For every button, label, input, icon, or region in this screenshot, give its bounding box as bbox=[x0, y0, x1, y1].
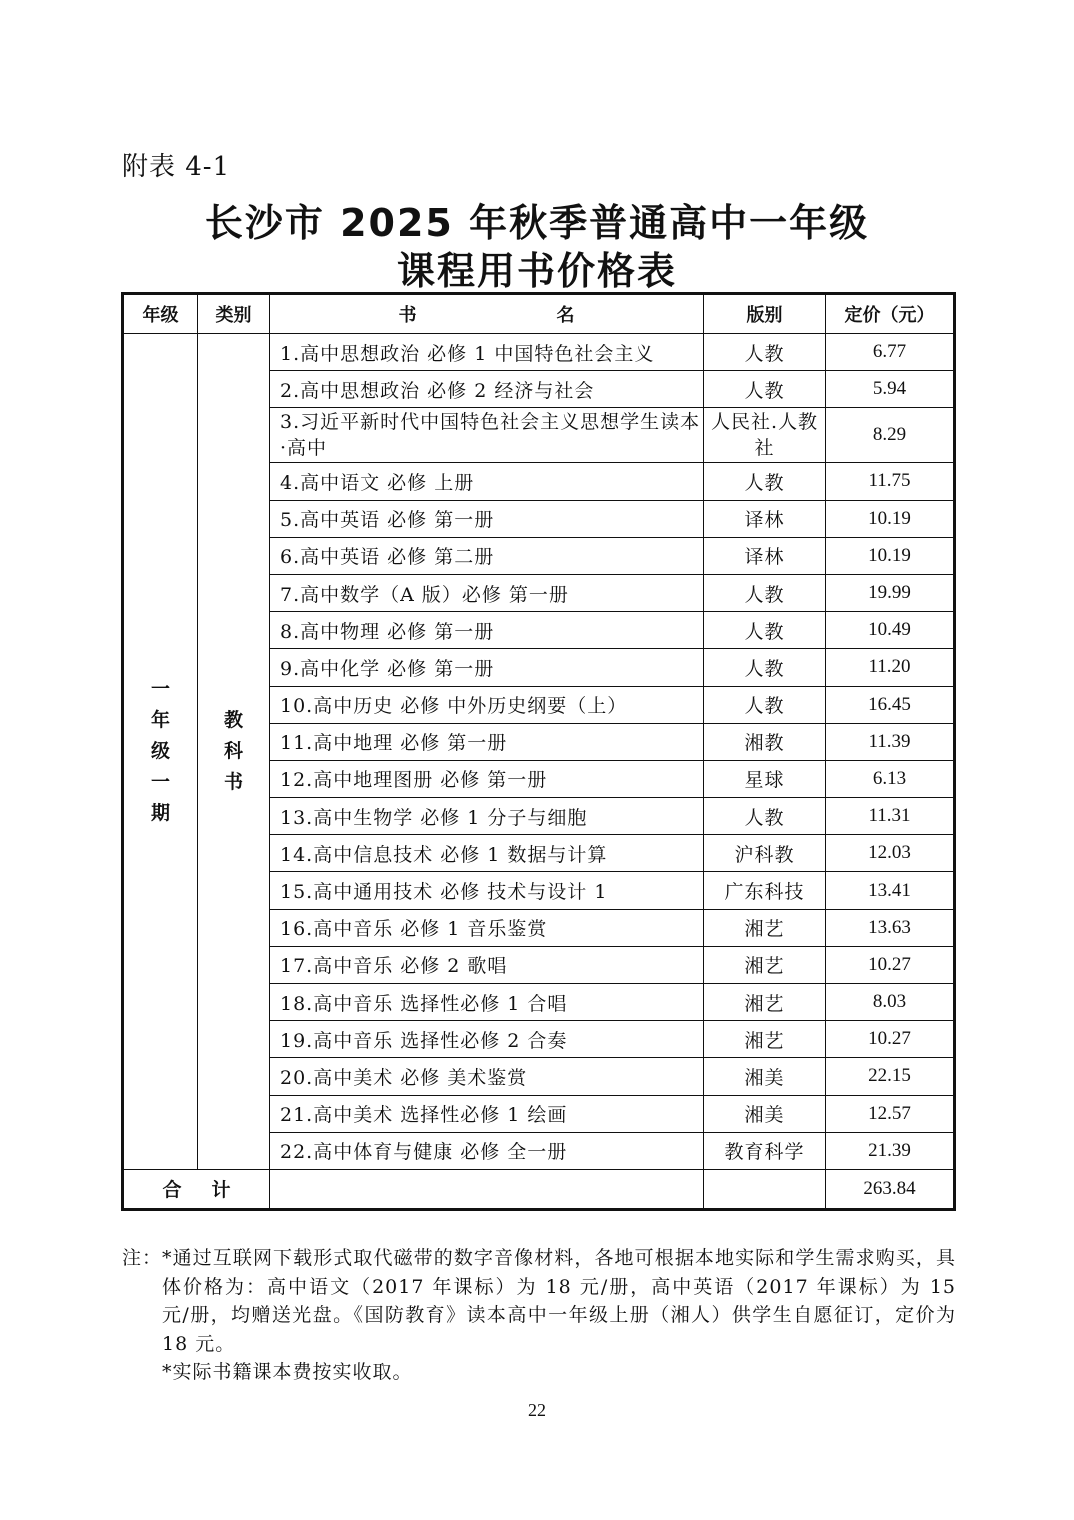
book-price: 12.57 bbox=[826, 1095, 955, 1132]
book-publisher: 湘艺 bbox=[704, 1021, 826, 1058]
book-price: 22.15 bbox=[826, 1058, 955, 1095]
grade-char: 年 bbox=[150, 708, 170, 731]
book-price: 8.03 bbox=[826, 984, 955, 1021]
category-cell bbox=[198, 334, 270, 1170]
header-book-name bbox=[270, 294, 704, 334]
book-name: 22.高中体育与健康 必修 全一册 bbox=[270, 1132, 704, 1169]
total-label: 合计 bbox=[123, 1169, 270, 1209]
book-name: 10.高中历史 必修 中外历史纲要（上） bbox=[270, 686, 704, 723]
book-publisher: 湘教 bbox=[704, 723, 826, 760]
book-price: 11.39 bbox=[826, 723, 955, 760]
book-name: 17.高中音乐 必修 2 歌唱 bbox=[270, 946, 704, 983]
book-name: 20.高中美术 必修 美术鉴赏 bbox=[270, 1058, 704, 1095]
book-name: 14.高中信息技术 必修 1 数据与计算 bbox=[270, 835, 704, 872]
book-name: 13.高中生物学 必修 1 分子与细胞 bbox=[270, 798, 704, 835]
book-name: 21.高中美术 选择性必修 1 绘画 bbox=[270, 1095, 704, 1132]
book-name: 11.高中地理 必修 第一册 bbox=[270, 723, 704, 760]
book-publisher: 湘美 bbox=[704, 1058, 826, 1095]
book-publisher: 广东科技 bbox=[704, 872, 826, 909]
book-name: 16.高中音乐 必修 1 音乐鉴赏 bbox=[270, 909, 704, 946]
book-publisher: 人教 bbox=[704, 371, 826, 408]
book-publisher: 人教 bbox=[704, 574, 826, 611]
note-2: *实际书籍课本费按实收取。 bbox=[162, 1361, 413, 1383]
book-price: 11.31 bbox=[826, 798, 955, 835]
appendix-label: 附表 4-1 bbox=[122, 152, 231, 182]
book-publisher: 湘美 bbox=[704, 1095, 826, 1132]
book-name: 15.高中通用技术 必修 技术与设计 1 bbox=[270, 872, 704, 909]
header-price: 定价（元） bbox=[826, 294, 955, 334]
book-publisher: 人教 bbox=[704, 463, 826, 500]
total-empty-publisher bbox=[704, 1169, 826, 1209]
grade-char: 一 bbox=[150, 770, 170, 793]
table-header-row bbox=[123, 294, 955, 334]
book-publisher: 湘艺 bbox=[704, 909, 826, 946]
grade-char: 级 bbox=[150, 739, 170, 762]
grade-cell bbox=[123, 334, 198, 1170]
book-name: 7.高中数学（A 版）必修 第一册 bbox=[270, 574, 704, 611]
book-price: 12.03 bbox=[826, 835, 955, 872]
book-price: 21.39 bbox=[826, 1132, 955, 1169]
note-row bbox=[122, 1244, 956, 1358]
book-name: 9.高中化学 必修 第一册 bbox=[270, 649, 704, 686]
book-publisher: 湘艺 bbox=[704, 984, 826, 1021]
page-number: 22 bbox=[528, 1400, 546, 1420]
book-name: 4.高中语文 必修 上册 bbox=[270, 463, 704, 500]
book-name: 18.高中音乐 选择性必修 1 合唱 bbox=[270, 984, 704, 1021]
category-char: 科 bbox=[223, 739, 243, 762]
header-name-a: 书 bbox=[398, 305, 417, 326]
header-name-b: 名 bbox=[556, 305, 575, 326]
grade-char: 期 bbox=[150, 801, 170, 824]
book-publisher: 教育科学 bbox=[704, 1132, 826, 1169]
notes bbox=[122, 1244, 956, 1387]
grade-char: 一 bbox=[150, 677, 170, 700]
book-name: 12.高中地理图册 必修 第一册 bbox=[270, 760, 704, 797]
book-price: 10.19 bbox=[826, 500, 955, 537]
book-publisher: 人教 bbox=[704, 334, 826, 371]
book-publisher: 星球 bbox=[704, 760, 826, 797]
book-price: 13.63 bbox=[826, 909, 955, 946]
book-price: 11.20 bbox=[826, 649, 955, 686]
total-empty-name bbox=[270, 1169, 704, 1209]
header-category: 类别 bbox=[198, 294, 270, 334]
book-publisher: 人教 bbox=[704, 612, 826, 649]
category-char: 教 bbox=[223, 708, 243, 731]
book-publisher: 人民社.人教社 bbox=[704, 408, 826, 463]
book-name: 3.习近平新时代中国特色社会主义思想学生读本·高中 bbox=[270, 408, 704, 463]
page-title-line1: 长沙市 2025 年秋季普通高中一年级 bbox=[204, 201, 870, 245]
book-name: 2.高中思想政治 必修 2 经济与社会 bbox=[270, 371, 704, 408]
header-grade: 年级 bbox=[123, 294, 198, 334]
book-price: 10.27 bbox=[826, 946, 955, 983]
book-price: 13.41 bbox=[826, 872, 955, 909]
book-price: 10.19 bbox=[826, 537, 955, 574]
book-price: 16.45 bbox=[826, 686, 955, 723]
table-body bbox=[123, 334, 955, 1210]
price-table bbox=[121, 292, 956, 1211]
book-price: 6.13 bbox=[826, 760, 955, 797]
book-name: 1.高中思想政治 必修 1 中国特色社会主义 bbox=[270, 334, 704, 371]
book-price: 19.99 bbox=[826, 574, 955, 611]
total-row bbox=[123, 1169, 955, 1209]
book-name: 6.高中英语 必修 第二册 bbox=[270, 537, 704, 574]
book-publisher: 译林 bbox=[704, 537, 826, 574]
book-price: 10.49 bbox=[826, 612, 955, 649]
header-publisher: 版别 bbox=[704, 294, 826, 334]
book-name: 19.高中音乐 选择性必修 2 合奏 bbox=[270, 1021, 704, 1058]
category-char: 书 bbox=[223, 770, 243, 793]
book-price: 11.75 bbox=[826, 463, 955, 500]
table-row bbox=[123, 334, 955, 371]
book-price: 5.94 bbox=[826, 371, 955, 408]
book-price: 8.29 bbox=[826, 408, 955, 463]
book-price: 6.77 bbox=[826, 334, 955, 371]
book-price: 10.27 bbox=[826, 1021, 955, 1058]
book-publisher: 译林 bbox=[704, 500, 826, 537]
note-1: *通过互联网下载形式取代磁带的数字音像材料，各地可根据本地实际和学生需求购买，具体价格为：高中语文（2017 年课标）为 18 元/册，高中英语（2017 年课标）为 15 元/册，均赠送光盘。《国防教育》读本高中一年级上册（湘人）供学生自愿征订，定价为 18 元。 bbox=[162, 1247, 956, 1355]
book-name: 5.高中英语 必修 第一册 bbox=[270, 500, 704, 537]
total-value: 263.84 bbox=[826, 1169, 955, 1209]
notes-label: 注： bbox=[122, 1247, 163, 1269]
book-publisher: 人教 bbox=[704, 798, 826, 835]
book-name: 8.高中物理 必修 第一册 bbox=[270, 612, 704, 649]
book-publisher: 人教 bbox=[704, 649, 826, 686]
page-title-line2: 课程用书价格表 bbox=[396, 249, 677, 293]
book-publisher: 人教 bbox=[704, 686, 826, 723]
book-publisher: 沪科教 bbox=[704, 835, 826, 872]
book-publisher: 湘艺 bbox=[704, 946, 826, 983]
